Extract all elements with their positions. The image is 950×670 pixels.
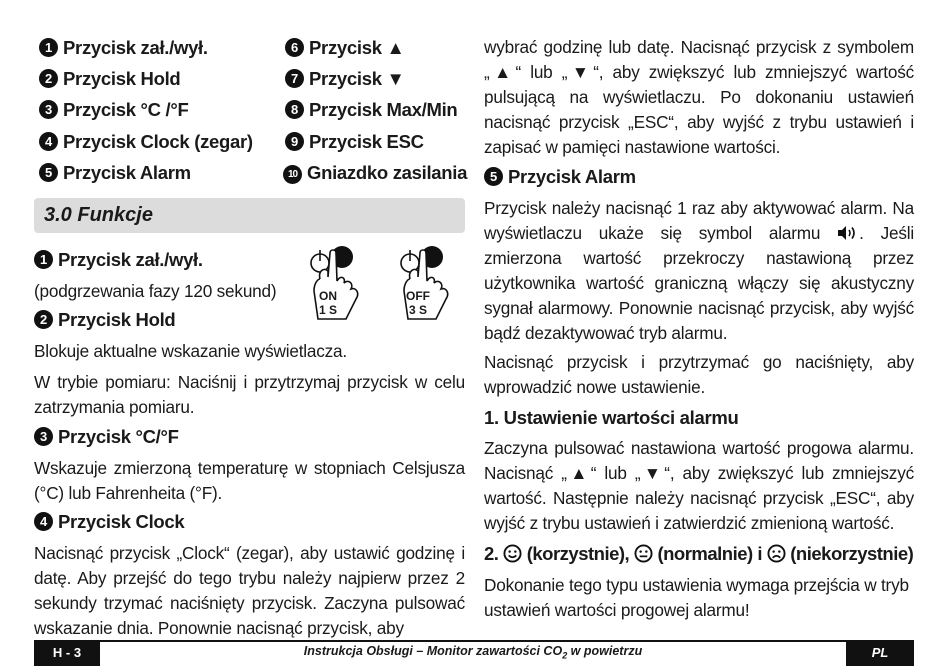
paragraph: Zaczyna pulsować nastawiona wartość progowa alarmu. Nacisnąć „▲“ lub „▼“, aby zwiększyć lub zmniejszyć wartość. Następnie należy nacisnąć przycisk „ESC“, aby wyjść z trybu ustawień i zatwierdzić zmienioną wartość. xyxy=(484,438,914,533)
heading-text: 2. xyxy=(484,543,499,564)
list-item-label: Przycisk Alarm xyxy=(63,162,191,183)
paragraph: Wskazuje zmierzoną temperaturę w stopniach Celsjusza (°C) lub Fahrenheita (°F). xyxy=(34,458,465,503)
list-item-label: Przycisk ESC xyxy=(309,131,424,152)
list-item-label: Gniazdko zasilania xyxy=(307,162,468,183)
heading-text: Przycisk °C/°F xyxy=(58,426,179,447)
hand-press-on-icon xyxy=(306,241,378,323)
heading-alarm-setting: 1. Ustawienie wartości alarmu xyxy=(484,407,739,428)
paragraph: Nacisnąć przycisk i przytrzymać go naciśnięty, aby wprowadzić nowe ustawienie. xyxy=(484,352,914,397)
list-item-label: Przycisk °C /°F xyxy=(63,99,189,120)
heading-text: (korzystnie), xyxy=(526,543,630,564)
list-item xyxy=(39,68,180,90)
paragraph: W trybie pomiaru: Naciśnij i przytrzymaj przycisk w celu zatrzymania pomiaru. xyxy=(34,372,465,417)
list-item-label: Przycisk Hold xyxy=(63,68,181,89)
paragraph xyxy=(484,196,914,346)
number-badge: 4 xyxy=(34,512,53,531)
number-badge: 9 xyxy=(285,132,304,151)
list-item xyxy=(39,131,253,153)
list-item-label: Przycisk Clock (zegar) xyxy=(63,131,253,152)
hand-label-off-time: 3 S xyxy=(408,303,427,317)
number-badge: 4 xyxy=(39,132,58,151)
hand-label-on: ON xyxy=(319,289,337,303)
language-badge: PL xyxy=(846,642,914,666)
paragraph-text: Przycisk należy nacisnąć 1 raz aby aktywować alarm. Na wyświetlaczu ukaże się symbol alarmu xyxy=(484,198,914,243)
list-item xyxy=(39,162,191,184)
heading-temp-unit-button xyxy=(34,426,179,448)
list-item-label: Przycisk Max/Min xyxy=(309,99,458,120)
list-item xyxy=(39,37,208,59)
list-item-label: Przycisk ▲ xyxy=(309,37,405,58)
hand-label-off: OFF xyxy=(406,289,430,303)
paragraph: Blokuje aktualne wskazanie wyświetlacza. xyxy=(34,341,347,361)
number-badge: 3 xyxy=(39,100,58,119)
heading-face-settings xyxy=(484,543,913,565)
section-title: 3.0 Funkcje xyxy=(44,204,153,226)
heading-clock-button xyxy=(34,511,184,533)
paragraph-text: . Jeśli zmierzona wartość przekroczy nastawioną przez użytkownika wartość graniczną włączy się akustyczny sygnał alarmowy. Ponownie nacisnąć przycisk, aby wyjść bądź dezaktywować tryb alarmu. xyxy=(484,223,914,343)
heading-power-button xyxy=(34,249,203,271)
sad-face-icon xyxy=(767,544,786,563)
heading-text: Przycisk Alarm xyxy=(508,166,636,187)
neutral-face-icon xyxy=(634,544,653,563)
hand-press-off-icon xyxy=(396,241,468,323)
number-badge: 1 xyxy=(34,250,53,269)
number-badge: 5 xyxy=(39,163,58,182)
list-item xyxy=(285,37,405,59)
number-badge: 5 xyxy=(484,167,503,186)
heading-text: Przycisk zał./wył. xyxy=(58,249,203,270)
hand-label-on-time: 1 S xyxy=(318,303,337,317)
number-badge: 1 xyxy=(39,38,58,57)
page-number: H - 3 xyxy=(34,642,100,666)
list-item-label: Przycisk zał./wył. xyxy=(63,37,208,58)
footer-rule xyxy=(34,640,914,642)
heading-text: (niekorzystnie) xyxy=(790,543,914,564)
heading-text: (normalnie) i xyxy=(657,543,762,564)
number-badge: 10 xyxy=(283,165,302,184)
paragraph: Nacisnąć przycisk „Clock“ (zegar), aby ustawić godzinę i datę. Aby przejść do tego trybu należy najpierw przez 2 sekundy trzymać naciśnięty przycisk. Zaczyna pulsować wskazanie dnia. Ponownie nacisnąć przycisk, aby xyxy=(34,543,465,638)
list-item xyxy=(283,162,467,184)
number-badge: 2 xyxy=(39,69,58,88)
heading-alarm-button xyxy=(484,166,636,188)
paragraph: Dokonanie tego typu ustawienia wymaga przejścia w tryb ustawień wartości progowej alarmu! xyxy=(484,575,909,620)
number-badge: 3 xyxy=(34,427,53,446)
speaker-alarm-icon xyxy=(837,223,859,243)
list-item xyxy=(285,99,457,121)
heading-text: Przycisk Clock xyxy=(58,511,185,532)
list-item xyxy=(285,131,424,153)
paragraph: (podgrzewania fazy 120 sekund) xyxy=(34,281,277,301)
number-badge: 7 xyxy=(285,69,304,88)
number-badge: 8 xyxy=(285,100,304,119)
list-item xyxy=(39,99,188,121)
number-badge: 6 xyxy=(285,38,304,57)
heading-text: Przycisk Hold xyxy=(58,309,176,330)
list-item xyxy=(285,68,405,90)
smile-face-icon xyxy=(503,544,522,563)
list-item-label: Przycisk ▼ xyxy=(309,68,405,89)
footer-title: Instrukcja Obsługi – Monitor zawartości $CO_2$ w powietrzu xyxy=(303,644,643,661)
heading-hold-button xyxy=(34,309,175,331)
paragraph: wybrać godzinę lub datę. Nacisnąć przycisk z symbolem „▲“ lub „▼“, aby zwiększyć lub zmniejszyć wartość pulsującą na wyświetlaczu. Po dokonaniu ustawień nacisnąć przycisk „ESC“, aby wyjść z trybu ustawień i zapisać w pamięci nastawione wartości. xyxy=(484,37,914,157)
number-badge: 2 xyxy=(34,310,53,329)
